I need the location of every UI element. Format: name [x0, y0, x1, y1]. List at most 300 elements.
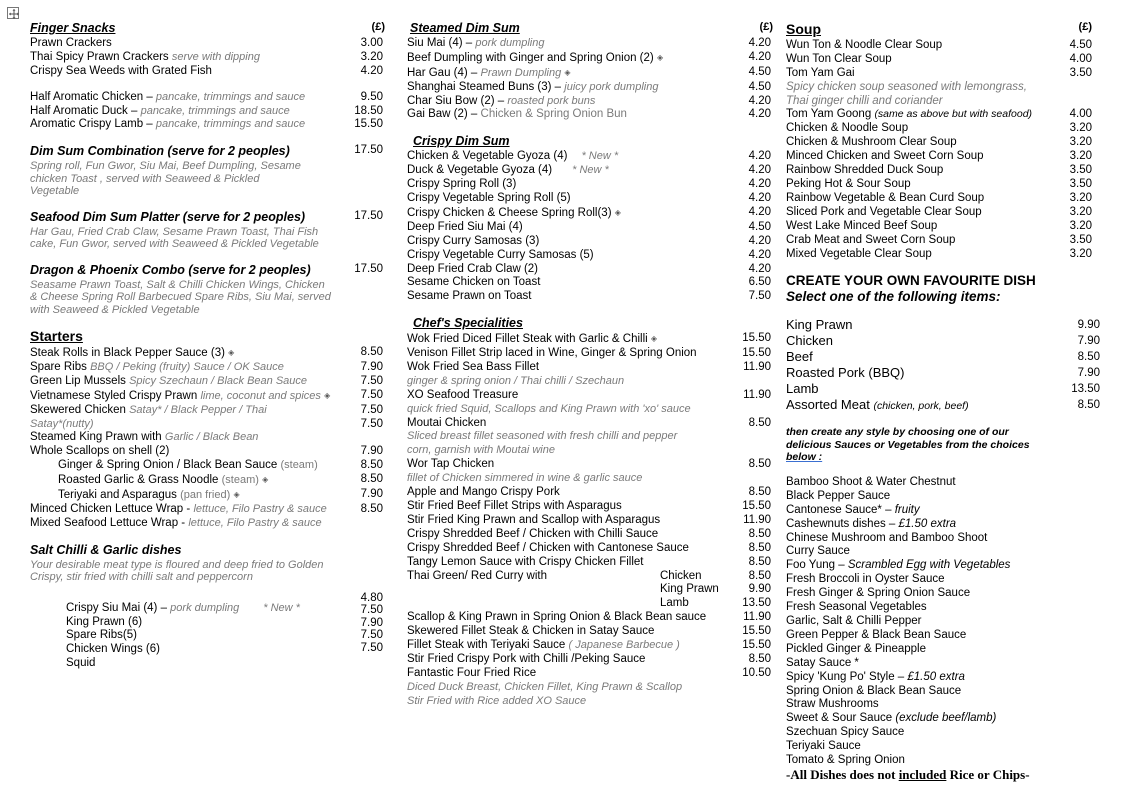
- item-price: 7.50: [360, 374, 383, 387]
- new-badge: * New *: [572, 164, 609, 177]
- item-name: Steak Rolls in Black Pepper Sauce (3): [30, 346, 225, 359]
- menu-item: [30, 488, 385, 503]
- item-desc: pancake, trimmings and sauce: [155, 118, 306, 131]
- style-name: Spring Onion & Black Bean Sauce: [786, 684, 962, 697]
- section-header-crispy: [407, 134, 773, 150]
- item-price: 7.50: [360, 388, 383, 401]
- menu-item: [786, 122, 1106, 136]
- menu-item: [786, 381, 1106, 397]
- item-price: 4.20: [748, 50, 771, 63]
- menu-item: Chicken Wings (6): [66, 643, 160, 656]
- item-desc: lettuce, Filo Pastry & sauce: [188, 516, 322, 529]
- item-note: (same as above but with seafood): [874, 108, 1033, 121]
- menu-item: [786, 248, 1106, 262]
- menu-item: [407, 249, 773, 263]
- item-price: 6.50: [748, 276, 771, 289]
- section-title: Steamed Dim Sum: [410, 21, 520, 35]
- anchor-icon: ◈: [614, 207, 621, 217]
- item-desc: Satay*(nutty): [30, 417, 94, 430]
- menu-item: [407, 164, 773, 178]
- menu-item: [407, 221, 773, 235]
- item-price: 8.50: [748, 416, 771, 429]
- section-title: Salt Chilli & Garlic dishes: [30, 542, 182, 557]
- item-name: Gai Baw (2) –: [407, 108, 478, 121]
- item-name: Skewered Fillet Steak & Chicken in Satay Sauce: [407, 625, 655, 638]
- style-item: [786, 643, 1106, 657]
- style-item: [786, 545, 1106, 559]
- item-price: 8.50: [748, 458, 771, 471]
- menu-item: [30, 346, 385, 361]
- item-price: 7.50: [360, 417, 383, 430]
- style-item: [786, 671, 1106, 685]
- menu-item: King Prawn (6): [66, 615, 143, 628]
- item-price: 3.00: [360, 36, 383, 49]
- menu-item: [407, 108, 773, 122]
- salt-chilli-block: [30, 591, 385, 670]
- item-name: Crispy Siu Mai (4) –: [66, 601, 167, 614]
- item-name: Chicken & Mushroom Clear Soup: [786, 136, 957, 149]
- menu-item: [786, 317, 1106, 333]
- item-name: Mixed Seafood Lettuce Wrap -: [30, 516, 186, 529]
- item-name: Prawn Crackers: [30, 36, 112, 49]
- item-price: 4.20: [748, 150, 771, 163]
- style-item: [786, 559, 1106, 573]
- item-name: Steamed King Prawn with: [30, 431, 162, 444]
- menu-item: [407, 276, 773, 290]
- item-price: 13.50: [1071, 383, 1100, 396]
- section-title: Finger Snacks: [30, 21, 116, 35]
- item-desc: pork dumpling: [170, 601, 240, 614]
- style-item: [786, 698, 1106, 712]
- item-desc: corn, garnish with Moutai wine: [407, 444, 555, 457]
- item-desc: Spicy Szechaun / Black Bean Sauce: [129, 374, 308, 387]
- menu-item: [30, 473, 385, 488]
- menu-item: [30, 517, 385, 531]
- style-name: Teriyaki Sauce: [786, 740, 861, 753]
- instruction-below: below :: [786, 451, 823, 464]
- menu-item: [786, 164, 1106, 178]
- item-name: Mixed Vegetable Clear Soup: [786, 247, 932, 260]
- item-name: Crispy Vegetable Curry Samosas (5): [407, 248, 594, 261]
- item-price: 15.50: [354, 118, 383, 131]
- menu-item: [407, 37, 773, 51]
- item-price: 10.50: [742, 666, 771, 679]
- item-price: 7.50: [360, 604, 383, 617]
- anchor-icon: ◈: [228, 347, 235, 357]
- section-header-soup: [786, 21, 1106, 39]
- style-item: [786, 518, 1106, 532]
- combo-desc: Spring roll, Fun Gwor, Siu Mai, Beef Dumpling, Sesame chicken Toast , served with Seaweed & Pickled Vegetable: [30, 160, 301, 198]
- style-item: [786, 601, 1106, 615]
- menu-item: [786, 192, 1106, 206]
- item-price: 8.50: [748, 555, 771, 568]
- menu-item: [407, 66, 773, 81]
- item-name: Chicken & Noodle Soup: [786, 122, 909, 135]
- footer-text-a: -All Dishes does not: [786, 766, 896, 782]
- item-name: Rainbow Vegetable & Bean Curd Soup: [786, 191, 985, 204]
- item-name: Half Aromatic Chicken –: [30, 90, 153, 103]
- style-name: Spicy 'Kung Po' Style –: [786, 670, 905, 683]
- item-desc: Thai ginger chilli and coriander: [786, 94, 943, 107]
- section-header-chefs: [407, 316, 773, 332]
- menu-item: [30, 361, 385, 375]
- menu-item: [786, 234, 1106, 248]
- item-name: Wor Tap Chicken: [407, 458, 495, 471]
- item-name: Siu Mai (4) –: [407, 36, 473, 49]
- item-price: 3.20: [1069, 219, 1092, 232]
- item-desc: ( Japanese Barbecue ): [568, 639, 680, 652]
- menu-item: [407, 95, 773, 109]
- item-desc: Sliced breast fillet seasoned with fresh chilli and pepper: [407, 430, 678, 443]
- menu-item: [786, 365, 1106, 381]
- item-name: Apple and Mango Crispy Pork: [407, 486, 560, 499]
- item-price: 7.90: [1077, 335, 1100, 348]
- style-name: Szechuan Spicy Sauce: [786, 726, 905, 739]
- menu-item: [786, 67, 1106, 81]
- menu-column-middle: [407, 21, 773, 709]
- curry-option: Lamb: [660, 597, 689, 610]
- curry-option: King Prawn: [660, 583, 719, 596]
- section-title: Soup: [786, 21, 821, 37]
- item-price: 4.20: [748, 234, 771, 247]
- style-name: Cashewnuts dishes –: [786, 517, 896, 530]
- combo-name: Dragon & Phoenix Combo (serve for 2 peoples): [30, 262, 311, 277]
- item-price: 7.50: [360, 403, 383, 416]
- item-price: 8.50: [1077, 399, 1100, 412]
- style-name: Sweet & Sour Sauce: [786, 712, 893, 725]
- item-desc: Stir Fried with Rice added XO Sauce: [407, 694, 587, 707]
- menu-item: [786, 333, 1106, 349]
- menu-item: [407, 625, 773, 639]
- item-name: Thai Spicy Prawn Crackers: [30, 50, 169, 63]
- item-name: Lamb: [786, 381, 819, 397]
- style-item: [786, 740, 1106, 754]
- style-name: Green Pepper & Black Bean Sauce: [786, 628, 967, 641]
- item-price: 8.50: [360, 502, 383, 515]
- item-name: Stir Fried Beef Fillet Strips with Asparagus: [407, 500, 622, 512]
- menu-item: [407, 500, 773, 514]
- style-item: [786, 685, 1106, 699]
- anchor-icon: ◈: [233, 490, 240, 500]
- item-price: 7.90: [360, 616, 383, 629]
- item-name: Whole Scallops on shell (2): [30, 445, 170, 458]
- style-item: [786, 573, 1106, 587]
- style-item: [786, 587, 1106, 601]
- item-price: 3.50: [1069, 177, 1092, 190]
- item-name: Tangy Lemon Sauce with Crispy Chicken Fillet: [407, 555, 644, 568]
- item-desc: Spicy chicken soup seasoned with lemongrass,: [786, 80, 1027, 93]
- footer-text-underlined: included: [898, 766, 947, 782]
- item-price: 3.20: [1069, 205, 1092, 218]
- menu-item: [786, 178, 1106, 192]
- item-name: Sesame Prawn on Toast: [407, 290, 532, 303]
- item-name: Sesame Chicken on Toast: [407, 276, 541, 289]
- section-title: Crispy Dim Sum: [413, 134, 510, 149]
- item-price: 9.50: [360, 90, 383, 103]
- item-price: 9.90: [748, 583, 771, 596]
- item-price: 15.50: [742, 639, 771, 652]
- item-name: West Lake Minced Beef Soup: [786, 219, 938, 232]
- style-name: Chinese Mushroom and Bamboo Shoot: [786, 531, 988, 544]
- item-stack: [66, 602, 300, 672]
- item-name: Crab Meat and Sweet Corn Soup: [786, 233, 956, 246]
- item-desc: Diced Duck Breast, Chicken Fillet, King Prawn & Scallop: [407, 680, 683, 693]
- menu-item: [407, 332, 773, 347]
- menu-column-right: [786, 21, 1106, 782]
- menu-item: [786, 349, 1106, 365]
- menu-item: [407, 263, 773, 277]
- menu-item: [30, 375, 385, 389]
- item-name: Fillet Steak with Teriyaki Sauce: [407, 639, 566, 652]
- item-price: 3.20: [1069, 122, 1092, 135]
- item-name: Assorted Meat: [786, 397, 870, 413]
- item-desc: pancake, trimmings and sauce: [140, 104, 290, 117]
- item-name: Crispy Spring Roll (3): [407, 178, 517, 191]
- menu-item: [30, 118, 385, 132]
- menu-item: [30, 459, 385, 473]
- item-price: 8.50: [360, 345, 383, 358]
- item-name: Chicken & Vegetable Gyoza (4): [407, 150, 568, 163]
- combo-name: Dim Sum Combination (serve for 2 peoples): [30, 144, 290, 159]
- combo-title: [30, 263, 385, 279]
- menu-item-curry: [407, 583, 773, 597]
- anchor-icon: ◈: [262, 475, 269, 485]
- item-price: 4.50: [748, 220, 771, 233]
- item-desc: (steam): [221, 474, 259, 487]
- item-note: (chicken, pork, beef): [873, 400, 969, 413]
- menu-item: [786, 136, 1106, 150]
- item-price: 11.90: [743, 388, 771, 401]
- menu-item: [407, 542, 773, 556]
- item-desc: lime, coconut and spices: [200, 389, 321, 402]
- item-price: 4.20: [748, 164, 771, 177]
- menu-item: [30, 65, 385, 79]
- menu-item: [407, 150, 773, 164]
- style-item: [786, 490, 1106, 504]
- menu-item: [407, 290, 773, 304]
- item-price: 3.20: [360, 50, 383, 63]
- new-badge: * New *: [263, 601, 300, 614]
- item-name: Venison Fillet Strip laced in Wine, Ginger & Spring Onion: [407, 347, 697, 360]
- menu-item-curry: [407, 570, 773, 584]
- item-name: Teriyaki and Asparagus: [58, 489, 177, 502]
- style-name: Garlic, Salt & Chilli Pepper: [786, 614, 922, 627]
- menu-item: [30, 105, 385, 119]
- footer-note: [786, 768, 1106, 782]
- menu-item: [407, 556, 773, 570]
- menu-item: Spare Ribs(5): [66, 629, 137, 642]
- menu-item: Squid: [66, 657, 96, 670]
- item-price: 8.50: [1077, 351, 1100, 364]
- menu-item: [786, 150, 1106, 164]
- item-desc: fillet of Chicken simmered in wine & garlic sauce: [407, 472, 643, 485]
- curry-option: Chicken: [660, 569, 702, 582]
- item-price: 8.50: [748, 541, 771, 554]
- style-item: [786, 629, 1106, 643]
- anchor-icon: ◈: [564, 67, 571, 77]
- item-price: 18.50: [354, 104, 383, 117]
- item-name: Crispy Vegetable Spring Roll (5): [407, 191, 571, 204]
- item-price: 11.90: [743, 611, 771, 624]
- style-extra: £1.50 extra: [907, 670, 965, 683]
- item-name: Rainbow Shredded Duck Soup: [786, 164, 944, 177]
- item-name: Wun Ton Clear Soup: [786, 52, 892, 65]
- menu-item: [407, 81, 773, 95]
- item-desc: juicy pork dumpling: [564, 80, 659, 93]
- item-price: 4.20: [360, 64, 383, 77]
- style-extra: fruity: [894, 503, 920, 516]
- item-desc: Chicken & Spring Onion Bun: [480, 108, 627, 121]
- item-price: 7.50: [360, 641, 383, 654]
- item-desc: roasted pork buns: [507, 94, 596, 107]
- item-desc: Prawn Dumpling: [480, 66, 562, 79]
- item-price: 15.50: [742, 500, 771, 512]
- item-name: King Prawn: [786, 317, 853, 333]
- item-price: 8.50: [360, 459, 383, 472]
- item-name: Skewered Chicken: [30, 403, 126, 416]
- item-name: Sliced Pork and Vegetable Clear Soup: [786, 205, 982, 218]
- anchor-icon: ◈: [656, 52, 664, 62]
- item-price: 3.20: [1069, 247, 1092, 260]
- combo-desc: Seasame Prawn Toast, Salt & Chilli Chicken Wings, Chicken & Cheese Spring Roll Barbecued Spare Ribs, Siu Mai, served with Seaweed & Pickled Vegetable: [30, 278, 331, 316]
- menu-item: [786, 220, 1106, 234]
- currency-label: (£): [371, 21, 385, 33]
- style-item: [786, 476, 1106, 490]
- menu-item: [66, 602, 300, 616]
- menu-column-left: [30, 21, 385, 670]
- currency-label: (£): [759, 21, 773, 33]
- menu-item: [30, 503, 385, 517]
- item-desc: serve with dipping: [171, 50, 260, 63]
- item-name: Crispy Sea Weeds with Grated Fish: [30, 64, 212, 77]
- item-name: Crispy Shredded Beef / Chicken with Chilli Sauce: [407, 527, 659, 540]
- menu-item: [30, 37, 385, 51]
- item-name: Spare Ribs: [30, 360, 87, 373]
- create-instruction: [786, 426, 1056, 464]
- item-name: Scallop & King Prawn in Spring Onion & Black Bean sauce: [407, 611, 707, 624]
- menu-item: [30, 431, 385, 445]
- menu-item: [786, 39, 1106, 53]
- style-item: [786, 754, 1106, 768]
- item-name: Minced Chicken and Sweet Corn Soup: [786, 150, 984, 163]
- item-price: 7.90: [360, 488, 383, 501]
- item-name: Shanghai Steamed Buns (3) –: [407, 80, 562, 93]
- style-item: [786, 726, 1106, 740]
- style-item: [786, 615, 1106, 629]
- item-name: Green Lip Mussels: [30, 374, 126, 387]
- table-move-handle[interactable]: [7, 7, 19, 19]
- item-name: Beef Dumpling with Ginger and Spring Onion (2): [407, 51, 654, 64]
- item-name: Ginger & Spring Onion / Black Bean Sauce: [58, 459, 278, 472]
- style-extra: £1.50 extra: [898, 517, 957, 530]
- menu-item: [407, 639, 773, 653]
- move-arrows-icon: [8, 8, 20, 20]
- item-name: Stir Fried Crispy Pork with Chilli /Peking Sauce: [407, 652, 646, 665]
- item-price: 4.00: [1069, 108, 1092, 121]
- item-price: 7.90: [360, 445, 383, 458]
- style-name: Satay Sauce *: [786, 656, 859, 669]
- section-header-starters: [30, 328, 385, 346]
- item-name: Deep Fried Siu Mai (4): [407, 220, 523, 233]
- item-price: 7.50: [748, 290, 771, 303]
- menu-item: [786, 53, 1106, 67]
- section-title: Chef's Specialities: [413, 316, 523, 331]
- item-price: 3.20: [1069, 150, 1092, 163]
- item-price: 15.50: [742, 332, 771, 345]
- item-desc: Garlic / Black Bean: [164, 431, 259, 444]
- menu-item: [30, 389, 385, 404]
- item-price: 4.20: [748, 191, 771, 204]
- item-price: 15.50: [742, 347, 771, 360]
- item-name: Peking Hot & Sour Soup: [786, 177, 911, 190]
- item-price: 4.20: [748, 205, 771, 218]
- menu-item: [407, 653, 773, 667]
- item-name: Wok Fried Diced Fillet Steak with Garlic & Chilli: [407, 333, 648, 346]
- item-name: Deep Fried Crab Claw (2): [407, 262, 539, 275]
- item-name: Char Siu Bow (2) –: [407, 94, 505, 107]
- create-subtitle: Select one of the following items:: [786, 289, 1001, 305]
- item-name: Thai Green/ Red Curry with: [407, 569, 547, 582]
- item-price: 4.20: [748, 262, 771, 275]
- style-name: Bamboo Shoot & Water Chestnut: [786, 475, 956, 488]
- menu-item: [30, 418, 385, 432]
- style-name: Straw Mushrooms: [786, 698, 879, 711]
- item-price: 8.50: [748, 652, 771, 665]
- item-price: 11.90: [743, 513, 771, 526]
- item-desc: quick fried Squid, Scallops and King Prawn with 'xo' sauce: [407, 402, 691, 415]
- combo-price: 17.50: [354, 144, 383, 157]
- style-name: Black Pepper Sauce: [786, 489, 891, 502]
- style-name: Fresh Broccoli in Oyster Sauce: [786, 573, 945, 586]
- item-name: Wun Ton & Noodle Clear Soup: [786, 38, 943, 51]
- menu-item: [30, 51, 385, 65]
- item-price: 9.90: [1077, 319, 1100, 332]
- section-header-steamed: [407, 21, 773, 37]
- menu-item: [407, 417, 773, 431]
- item-desc: Satay* / Black Pepper / Thai: [129, 403, 267, 416]
- item-price: 13.50: [742, 597, 771, 610]
- menu-item: [30, 91, 385, 105]
- item-name: Half Aromatic Duck –: [30, 104, 138, 117]
- footer-text-b: Rice or Chips-: [949, 766, 1030, 782]
- item-price: 4.20: [748, 178, 771, 191]
- item-name: Crispy Chicken & Cheese Spring Roll(3): [407, 206, 612, 219]
- style-item: [786, 532, 1106, 546]
- menu-item: [407, 347, 773, 361]
- item-name: Roasted Garlic & Grass Noodle: [58, 474, 219, 487]
- item-desc: BBQ / Peking (fruity) Sauce / OK Sauce: [90, 360, 284, 373]
- style-name: Pickled Ginger & Pineapple: [786, 642, 926, 655]
- combo-price: 17.50: [354, 262, 383, 275]
- menu-item: [786, 206, 1106, 220]
- item-desc: lettuce, Filo Pastry & sauce: [193, 502, 327, 515]
- item-name: Stir Fried King Prawn and Scallop with Asparagus: [407, 513, 661, 526]
- item-name: Tom Yam Goong: [786, 108, 872, 121]
- item-name: Crispy Curry Samosas (3): [407, 234, 540, 247]
- combo-title: [30, 144, 385, 160]
- menu-item: [407, 51, 773, 66]
- currency-label: (£): [1078, 21, 1092, 33]
- style-item: [786, 657, 1106, 671]
- menu-item: [407, 389, 773, 403]
- menu-item-curry: [407, 597, 773, 611]
- item-price: 8.50: [748, 527, 771, 540]
- item-price: 15.50: [742, 625, 771, 638]
- combo-desc: Har Gau, Fried Crab Claw, Sesame Prawn Toast, Thai Fish cake, Fun Gwor, served with Seaweed & Pickled Vegetable: [30, 225, 319, 251]
- menu-item: [407, 178, 773, 192]
- item-name: Vietnamese Styled Crispy Prawn: [30, 389, 198, 402]
- item-price: 4.20: [748, 36, 771, 49]
